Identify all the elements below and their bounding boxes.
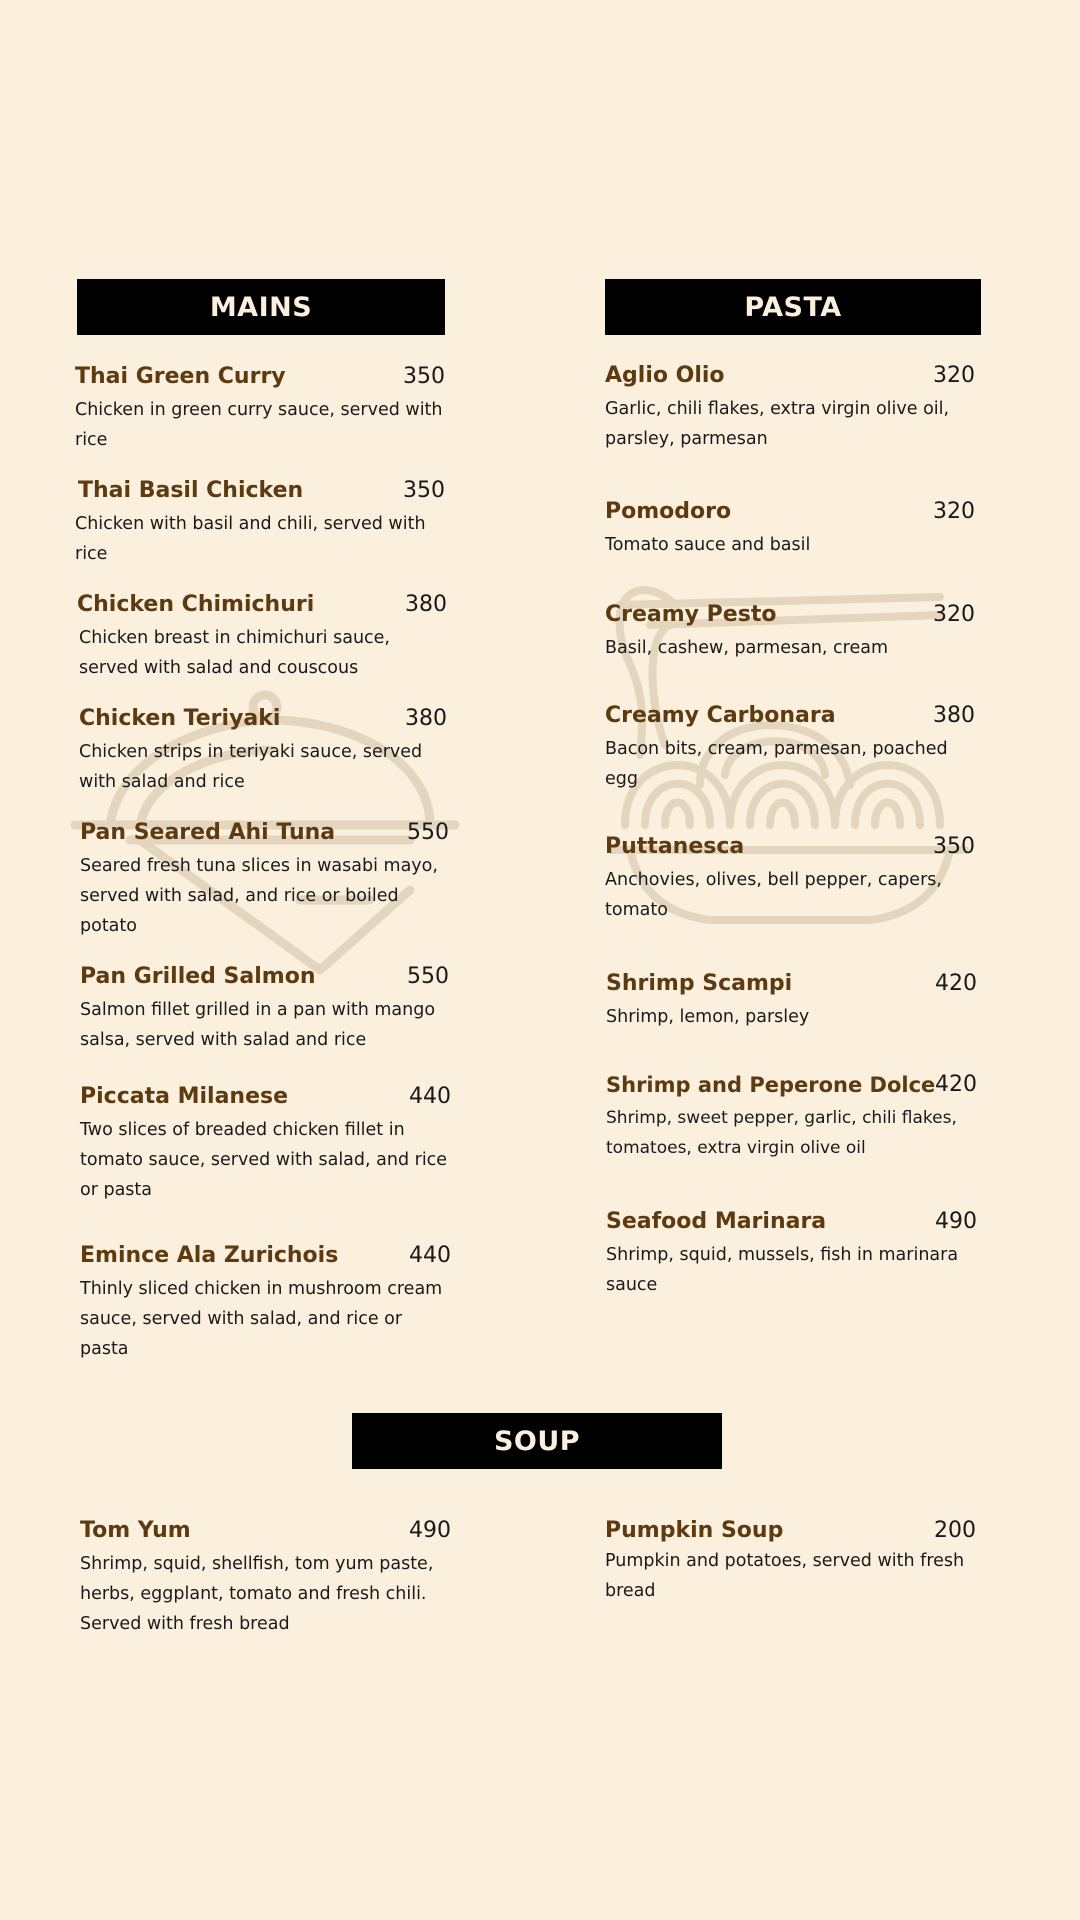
item-description: Shrimp, lemon, parsley bbox=[606, 1007, 810, 1027]
item-description: Shrimp, sweet pepper, garlic, chili flakes, tomatoes, extra virgin olive oil bbox=[606, 1108, 957, 1158]
item-price: 420 bbox=[935, 971, 977, 996]
item-name: Seafood Marinara bbox=[606, 1209, 827, 1234]
item-name: Puttanesca bbox=[605, 834, 745, 859]
item-price: 380 bbox=[933, 703, 975, 728]
item-description: Shrimp, squid, mussels, fish in marinara sauce bbox=[606, 1245, 959, 1295]
item-description: Pumpkin and potatoes, served with fresh bread bbox=[605, 1551, 965, 1601]
item-price: 420 bbox=[935, 1072, 977, 1097]
menu-item bbox=[605, 497, 975, 560]
item-price: 380 bbox=[405, 592, 447, 617]
menu-item bbox=[80, 962, 449, 1055]
item-description: Bacon bits, cream, parmesan, poached egg bbox=[605, 739, 948, 789]
item-price: 350 bbox=[403, 364, 445, 389]
item-price: 320 bbox=[933, 363, 975, 388]
pasta-header bbox=[605, 279, 981, 335]
item-description: Two slices of breaded chicken fillet in tomato sauce, served with salad, and rice or pasta bbox=[80, 1120, 448, 1200]
menu-item bbox=[80, 1082, 451, 1205]
item-description: Chicken in green curry sauce, served with rice bbox=[75, 400, 443, 450]
item-name: Emince Ala Zurichois bbox=[80, 1243, 339, 1268]
item-price: 550 bbox=[407, 964, 449, 989]
menu-item bbox=[79, 704, 447, 797]
item-name: Piccata Milanese bbox=[80, 1084, 289, 1109]
item-description: Anchovies, olives, bell pepper, capers, tomato bbox=[605, 870, 942, 920]
item-description: Garlic, chili flakes, extra virgin olive oil, parsley, parmesan bbox=[605, 399, 950, 449]
item-price: 440 bbox=[409, 1243, 451, 1268]
item-price: 380 bbox=[405, 706, 447, 731]
menu-item bbox=[75, 362, 445, 455]
item-description: Shrimp, squid, shellfish, tom yum paste, herbs, eggplant, tomato and fresh chili. Served with fresh bread bbox=[80, 1554, 434, 1634]
item-name: Thai Basil Chicken bbox=[78, 478, 304, 503]
item-description: Chicken breast in chimichuri sauce, served with salad and couscous bbox=[79, 628, 390, 678]
item-description: Salmon fillet grilled in a pan with mango salsa, served with salad and rice bbox=[80, 1000, 436, 1050]
item-description: Thinly sliced chicken in mushroom cream sauce, served with salad, and rice or pasta bbox=[80, 1279, 443, 1359]
menu-item bbox=[606, 1207, 977, 1300]
item-name: Pan Grilled Salmon bbox=[80, 964, 316, 989]
item-price: 550 bbox=[407, 820, 449, 845]
menu-item bbox=[606, 1070, 977, 1163]
menu-item bbox=[605, 832, 975, 925]
item-name: Aglio Olio bbox=[605, 363, 725, 388]
menu-item bbox=[80, 1516, 451, 1639]
pasta-title: PASTA bbox=[744, 291, 842, 323]
item-price: 350 bbox=[933, 834, 975, 859]
item-name: Creamy Pesto bbox=[605, 602, 777, 627]
soup-header bbox=[352, 1413, 722, 1469]
menu-item bbox=[80, 818, 449, 941]
item-name: Thai Green Curry bbox=[75, 364, 286, 389]
mains-title: MAINS bbox=[209, 291, 313, 323]
item-name: Chicken Chimichuri bbox=[77, 592, 315, 617]
mains-header bbox=[77, 279, 445, 335]
item-price: 490 bbox=[409, 1518, 451, 1543]
item-name: Pomodoro bbox=[605, 499, 732, 524]
item-description: Tomato sauce and basil bbox=[605, 535, 811, 555]
item-name: Shrimp and Peperone Dolce bbox=[606, 1073, 936, 1097]
soup-title: SOUP bbox=[493, 1425, 581, 1457]
item-description: Basil, cashew, parmesan, cream bbox=[605, 638, 889, 658]
menu-item bbox=[605, 1516, 976, 1606]
menu-item bbox=[77, 590, 447, 683]
menu-item bbox=[80, 1241, 451, 1364]
menu-item bbox=[75, 476, 445, 569]
menu-item bbox=[605, 361, 975, 454]
item-description: Chicken strips in teriyaki sauce, served with salad and rice bbox=[79, 742, 423, 792]
item-price: 200 bbox=[934, 1518, 976, 1543]
item-price: 490 bbox=[935, 1209, 977, 1234]
item-price: 350 bbox=[403, 478, 445, 503]
item-name: Shrimp Scampi bbox=[606, 971, 793, 996]
item-name: Chicken Teriyaki bbox=[79, 706, 281, 731]
menu-item bbox=[605, 600, 975, 663]
item-name: Tom Yum bbox=[80, 1518, 191, 1543]
item-name: Creamy Carbonara bbox=[605, 703, 836, 728]
item-name: Pan Seared Ahi Tuna bbox=[80, 820, 336, 845]
item-description: Chicken with basil and chili, served with rice bbox=[75, 514, 426, 564]
item-price: 440 bbox=[409, 1084, 451, 1109]
item-description: Seared fresh tuna slices in wasabi mayo, served with salad, and rice or boiled potato bbox=[80, 856, 438, 936]
item-price: 320 bbox=[933, 499, 975, 524]
menu-item bbox=[606, 969, 977, 1032]
menu-item bbox=[605, 701, 975, 794]
item-name: Pumpkin Soup bbox=[605, 1518, 784, 1543]
item-price: 320 bbox=[933, 602, 975, 627]
